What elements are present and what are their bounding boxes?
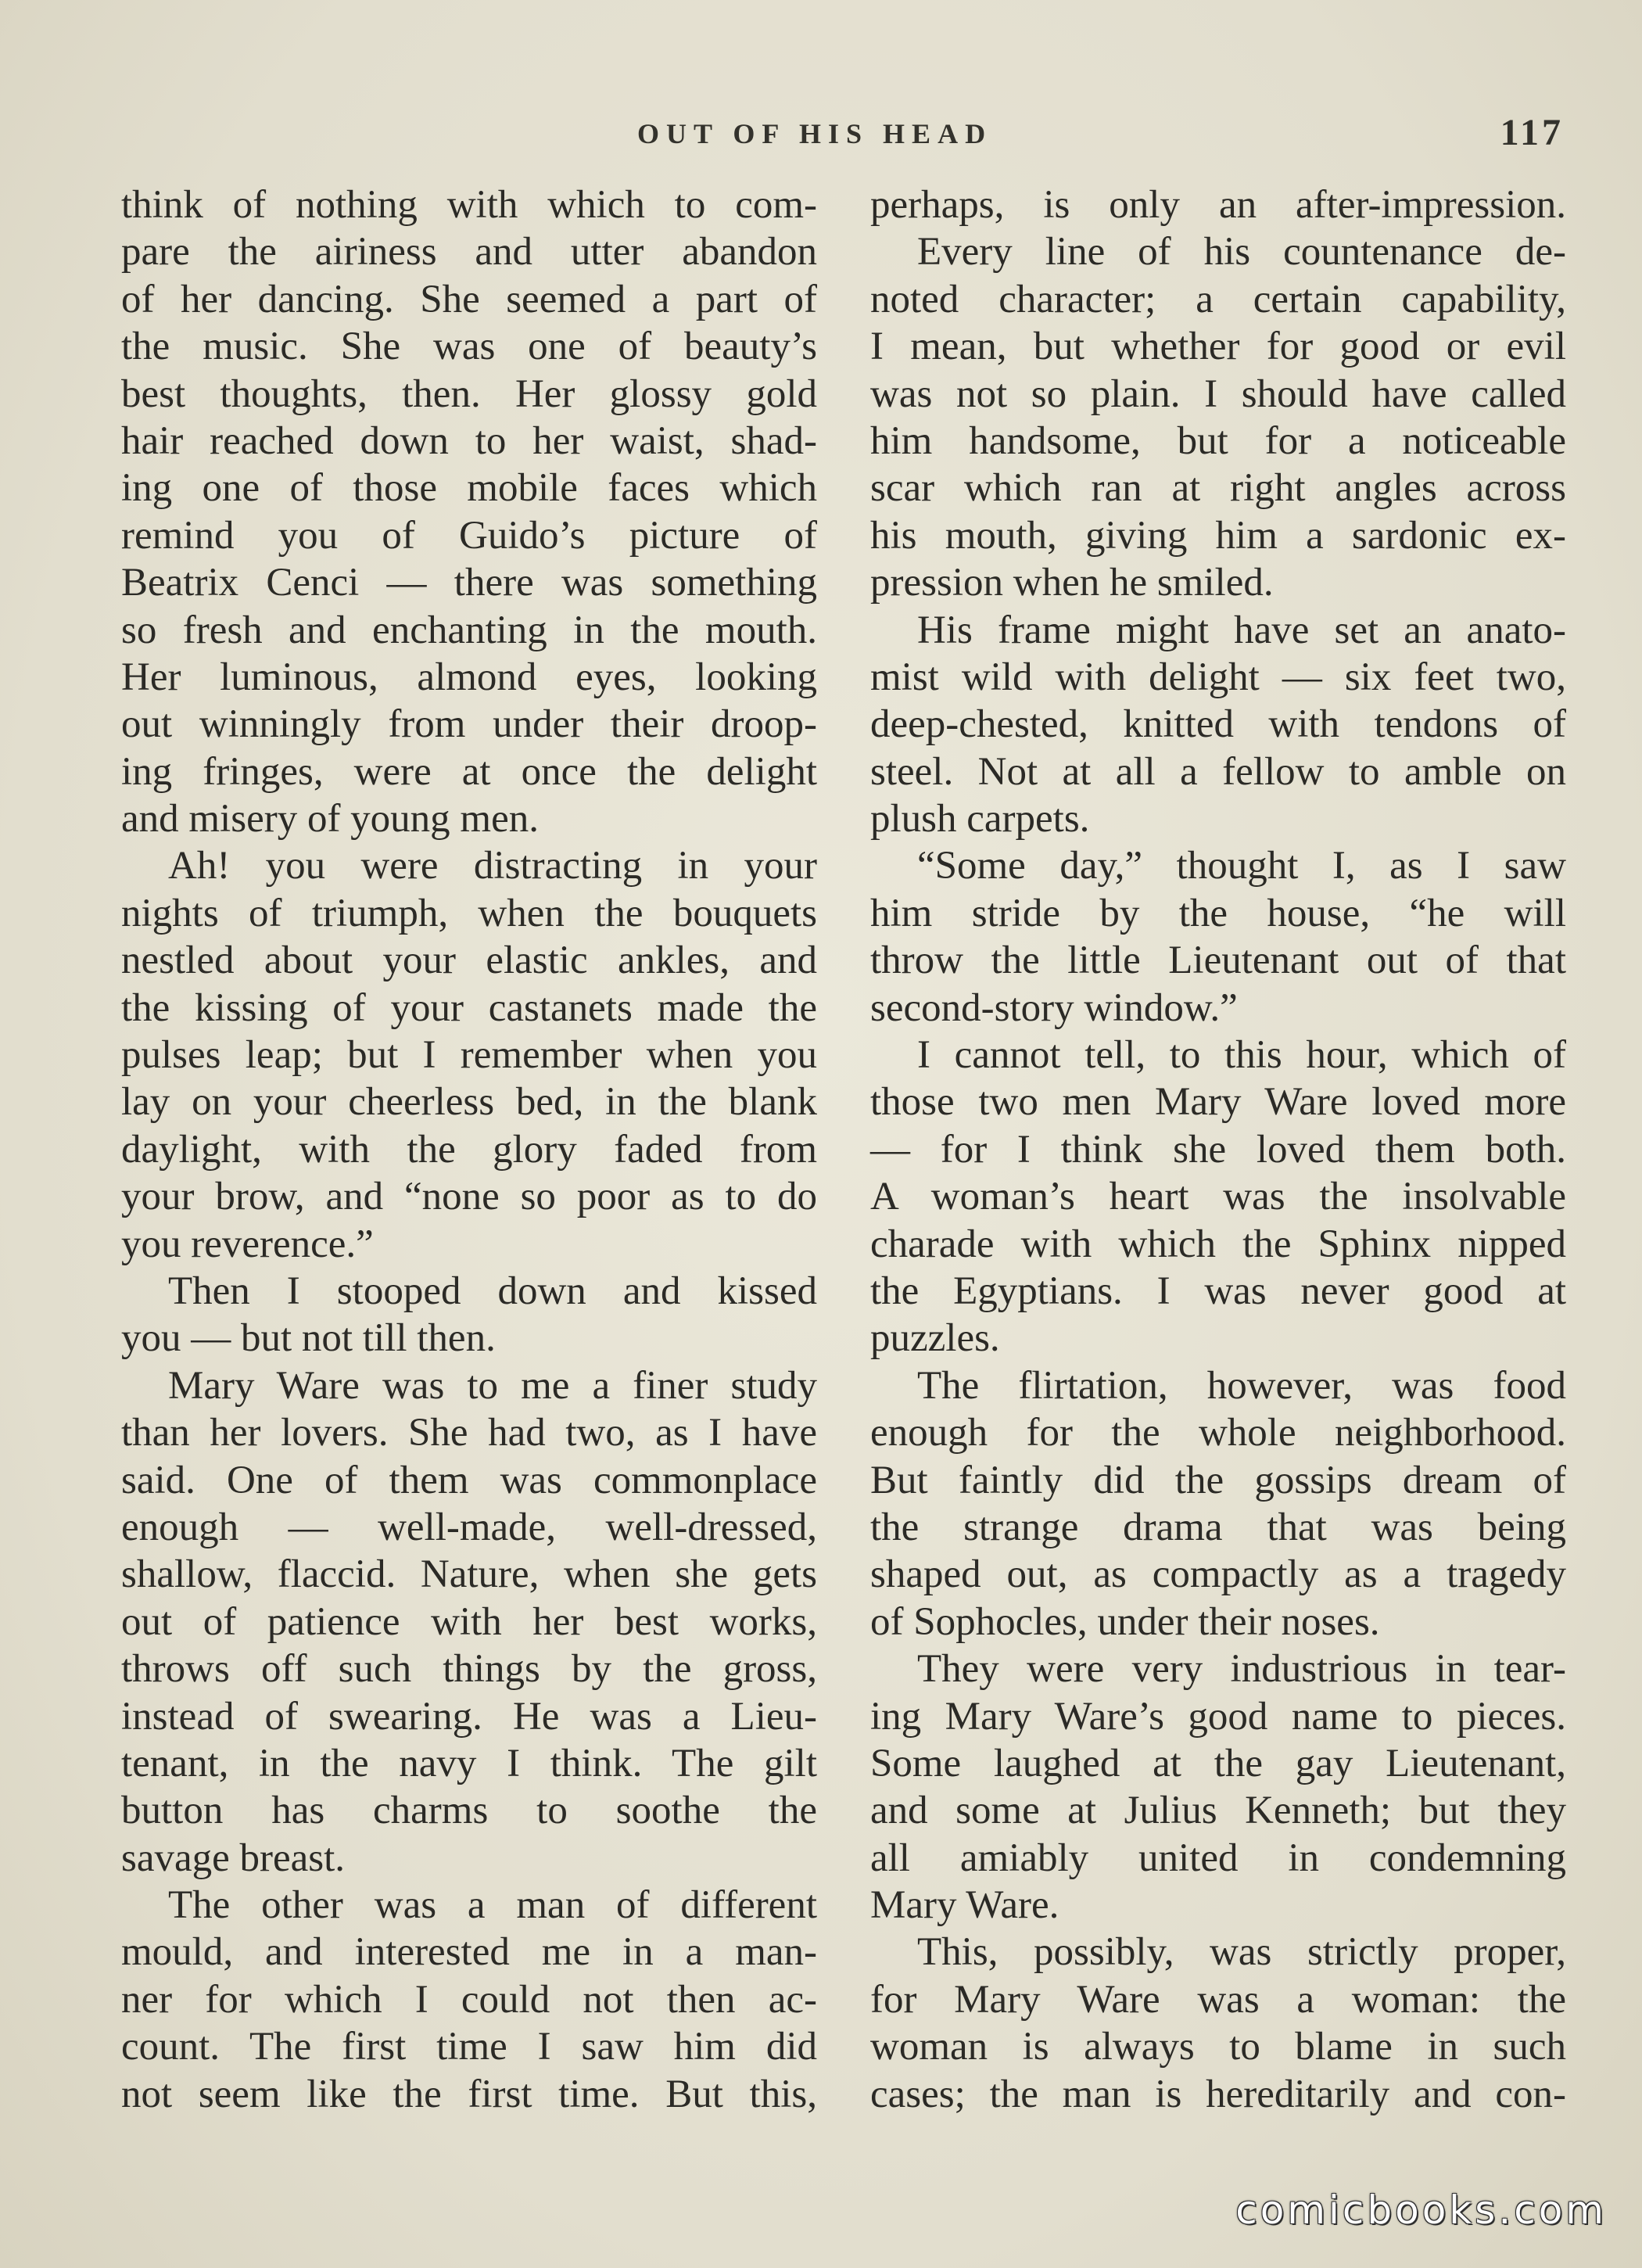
- text-line: you reverence.”: [121, 1222, 374, 1266]
- text-line: you — but not till then.: [121, 1316, 496, 1361]
- text-line: woman is always to blame in such: [870, 2025, 1566, 2069]
- text-line: for Mary Ware was a woman: the: [870, 1977, 1566, 2022]
- text-line: Beatrix Cenci — there was something: [121, 561, 817, 605]
- text-line: savage breast.: [121, 1836, 346, 1880]
- text-line: mould, and interested me in a man-: [121, 1930, 817, 1975]
- text-line: your brow, and “none so poor as to do: [121, 1175, 817, 1219]
- text-line: I cannot tell, to this hour, which of: [917, 1033, 1566, 1078]
- text-line: hair reached down to her waist, shad-: [121, 418, 817, 463]
- text-line: — for I think she loved them both.: [870, 1127, 1566, 1172]
- text-line: noted character; a certain capability,: [870, 277, 1566, 321]
- text-line: But faintly did the gossips dream of: [870, 1458, 1566, 1502]
- text-line: perhaps, is only an after-impression.: [870, 183, 1566, 227]
- text-line: nestled about your elastic ankles, and: [121, 938, 817, 983]
- text-line: all amiably united in condemning: [870, 1836, 1566, 1880]
- text-line: daylight, with the glory faded from: [121, 1127, 817, 1172]
- text-line: and some at Julius Kenneth; but they: [870, 1789, 1566, 1833]
- text-line: Ah! you were distracting in your: [168, 844, 817, 888]
- text-line: A woman’s heart was the insolvable: [870, 1175, 1566, 1219]
- text-line: of her dancing. She seemed a part of: [121, 277, 817, 321]
- running-head: OUT OF HIS HEAD: [637, 118, 993, 149]
- text-line: They were very industrious in tear-: [917, 1647, 1566, 1692]
- text-line: those two men Mary Ware loved more: [870, 1080, 1566, 1125]
- text-line: This, possibly, was strictly proper,: [917, 1930, 1566, 1975]
- text-line: than her lovers. She had two, as I have: [121, 1411, 817, 1455]
- text-line: ing fringes, were at once the delight: [121, 749, 817, 794]
- text-line: and misery of young men.: [121, 797, 539, 842]
- text-line: enough — well-made, well-dressed,: [121, 1505, 817, 1549]
- text-line: The other was a man of different: [168, 1883, 817, 1928]
- watermark: comicbooks.com: [1235, 2187, 1607, 2233]
- text-line: out of patience with her best works,: [121, 1599, 817, 1644]
- text-line: ing one of those mobile faces which: [121, 466, 817, 511]
- text-line: think of nothing with which to com-: [121, 183, 817, 227]
- text-line: deep-chested, knitted with tendons of: [870, 702, 1566, 747]
- text-line: Mary Ware was to me a finer study: [168, 1363, 817, 1408]
- text-line: cases; the man is hereditarily and con-: [870, 2072, 1566, 2116]
- text-line: remind you of Guido’s picture of: [121, 513, 817, 558]
- text-line: of Sophocles, under their noses.: [870, 1599, 1380, 1644]
- text-line: The flirtation, however, was food: [917, 1363, 1566, 1408]
- text-line: tenant, in the navy I think. The gilt: [121, 1741, 817, 1785]
- text-line: him handsome, but for a noticeable: [870, 418, 1566, 463]
- text-line: was not so plain. I should have called: [870, 371, 1566, 416]
- text-line: His frame might have set an anato-: [917, 608, 1566, 652]
- text-line: best thoughts, then. Her glossy gold: [121, 371, 817, 416]
- text-line: scar which ran at right angles across: [870, 466, 1566, 511]
- text-line: so fresh and enchanting in the mouth.: [121, 608, 817, 652]
- text-line: said. One of them was commonplace: [121, 1458, 817, 1502]
- text-line: nights of triumph, when the bouquets: [121, 891, 817, 935]
- text-line: button has charms to soothe the: [121, 1789, 817, 1833]
- text-line: the kissing of your castanets made the: [121, 985, 817, 1030]
- right-column: [870, 181, 1566, 2118]
- text-line: Some laughed at the gay Lieutenant,: [870, 1741, 1566, 1785]
- text-line: puzzles.: [870, 1316, 1000, 1361]
- text-line: pression when he smiled.: [870, 561, 1274, 605]
- text-line: count. The first time I saw him did: [121, 2025, 817, 2069]
- text-line: plush carpets.: [870, 797, 1090, 842]
- text-line: Mary Ware.: [870, 1883, 1059, 1928]
- text-line: second-story window.”: [870, 985, 1238, 1030]
- text-line: Then I stooped down and kissed: [168, 1269, 817, 1313]
- text-line: throws off such things by the gross,: [121, 1647, 817, 1692]
- text-line: throw the little Lieutenant out of that: [870, 938, 1566, 983]
- text-line: his mouth, giving him a sardonic ex-: [870, 513, 1566, 558]
- text-line: pulses leap; but I remember when you: [121, 1033, 817, 1078]
- page-number: 117: [1500, 112, 1564, 153]
- text-line: him stride by the house, “he will: [870, 891, 1566, 935]
- text-line: ner for which I could not then ac-: [121, 1977, 817, 2022]
- text-line: the music. She was one of beauty’s: [121, 325, 817, 369]
- text-line: Every line of his countenance de-: [917, 230, 1566, 275]
- text-line: I mean, but whether for good or evil: [870, 325, 1566, 369]
- text-line: shallow, flaccid. Nature, when she gets: [121, 1552, 817, 1597]
- text-line: mist wild with delight — six feet two,: [870, 655, 1566, 699]
- left-column: [121, 181, 817, 2118]
- text-line: Her luminous, almond eyes, looking: [121, 655, 817, 699]
- text-line: the Egyptians. I was never good at: [870, 1269, 1566, 1313]
- text-line: charade with which the Sphinx nipped: [870, 1222, 1566, 1266]
- text-line: not seem like the first time. But this,: [121, 2072, 817, 2116]
- text-line: instead of swearing. He was a Lieu-: [121, 1694, 817, 1739]
- text-line: ing Mary Ware’s good name to pieces.: [870, 1694, 1566, 1739]
- text-line: shaped out, as compactly as a tragedy: [870, 1552, 1566, 1597]
- text-line: out winningly from under their droop-: [121, 702, 817, 747]
- text-line: “Some day,” thought I, as I saw: [917, 844, 1566, 888]
- text-line: enough for the whole neighborhood.: [870, 1411, 1566, 1455]
- text-line: steel. Not at all a fellow to amble on: [870, 749, 1566, 794]
- text-line: pare the airiness and utter abandon: [121, 230, 817, 275]
- text-line: lay on your cheerless bed, in the blank: [121, 1080, 817, 1125]
- text-line: the strange drama that was being: [870, 1505, 1566, 1549]
